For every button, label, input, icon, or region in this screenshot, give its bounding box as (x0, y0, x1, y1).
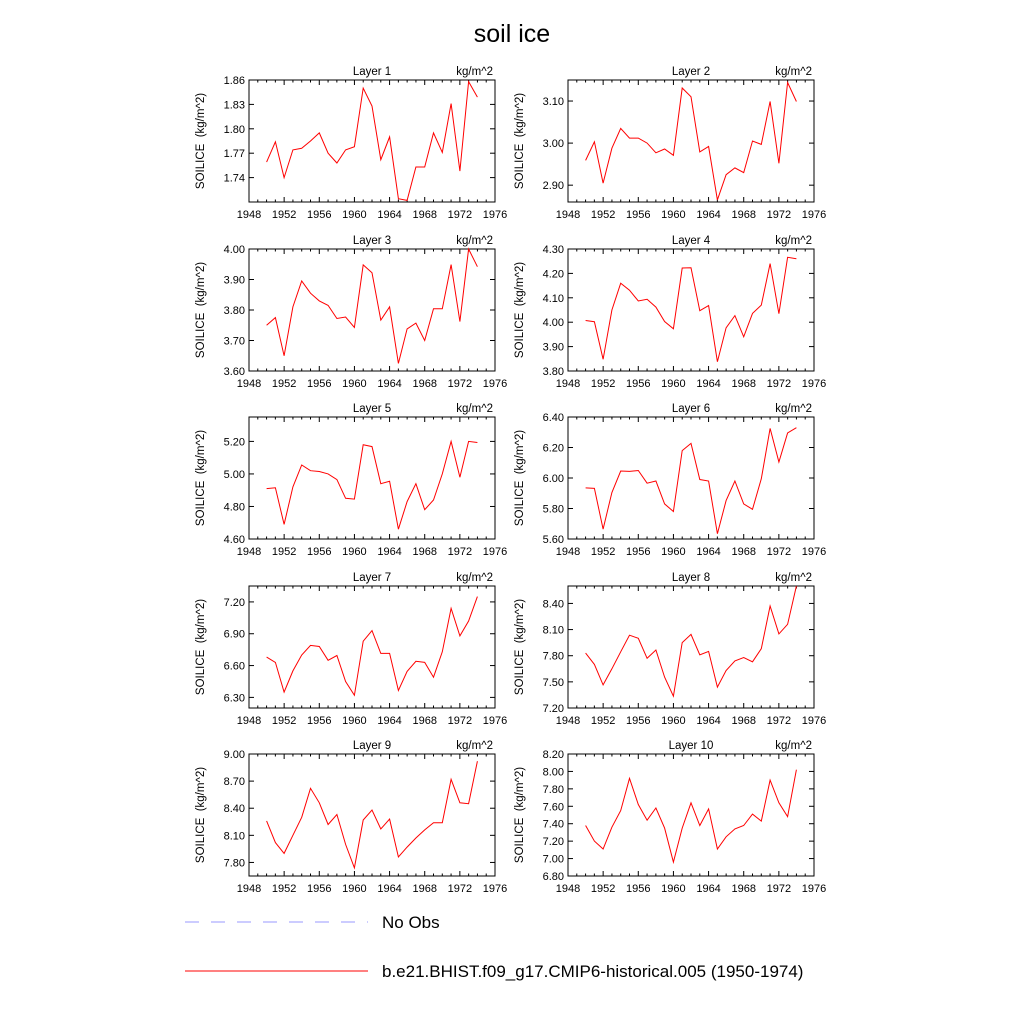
y-tick-label: 3.70 (223, 335, 245, 348)
y-tick-label: 5.80 (542, 503, 564, 516)
x-tick-label: 1952 (590, 378, 616, 390)
x-tick-label: 1960 (342, 883, 367, 895)
panel-layer-7 (195, 572, 507, 727)
x-tick-label: 1976 (482, 209, 508, 221)
y-tick-label: 6.80 (542, 871, 564, 883)
x-tick-label: 1964 (696, 883, 721, 895)
panel-layer-6 (514, 403, 826, 558)
plot-frame (249, 754, 495, 876)
x-tick-label: 1968 (412, 715, 437, 727)
x-tick-label: 1964 (377, 378, 402, 390)
x-tick-label: 1964 (696, 546, 721, 558)
x-tick-label: 1952 (590, 209, 616, 221)
panel-title: Layer 7 (352, 572, 392, 584)
x-tick-label: 1976 (801, 883, 827, 895)
panel-units: kg/m^2 (456, 572, 493, 584)
legend (185, 913, 803, 981)
x-tick-label: 1960 (342, 209, 367, 221)
x-tick-label: 1952 (590, 883, 616, 895)
x-tick-label: 1948 (555, 546, 581, 558)
x-tick-label: 1976 (482, 883, 508, 895)
x-tick-label: 1956 (307, 883, 332, 895)
x-tick-label: 1972 (766, 378, 792, 390)
y-tick-label: 1.74 (223, 172, 245, 185)
panel-title: Layer 9 (352, 740, 392, 752)
y-axis-label: SOILICE (kg/m^2) (195, 92, 207, 190)
panel-title: Layer 4 (671, 235, 711, 247)
panel-layer-3 (195, 235, 507, 390)
x-tick-label: 1952 (271, 715, 297, 727)
x-tick-label: 1956 (626, 546, 651, 558)
y-tick-label: 6.00 (542, 473, 564, 485)
x-tick-label: 1976 (801, 715, 827, 727)
plot-frame (249, 80, 495, 202)
series-line (267, 82, 478, 201)
y-tick-label: 3.90 (223, 274, 245, 287)
x-tick-label: 1968 (412, 209, 437, 221)
y-tick-label: 8.00 (542, 766, 564, 779)
y-tick-label: 1.77 (223, 148, 245, 161)
y-tick-label: 7.80 (223, 857, 245, 870)
y-axis-label: SOILICE (kg/m^2) (195, 598, 207, 696)
y-tick-label: 8.10 (542, 624, 564, 637)
x-tick-label: 1948 (236, 209, 262, 221)
y-tick-label: 8.40 (223, 803, 245, 816)
y-tick-label: 8.20 (542, 749, 564, 761)
x-tick-label: 1952 (271, 378, 297, 390)
x-tick-label: 1968 (412, 883, 437, 895)
panel-layer-10 (514, 740, 826, 895)
y-tick-label: 5.60 (542, 534, 564, 546)
y-axis-label: SOILICE (kg/m^2) (514, 429, 526, 527)
x-tick-label: 1972 (766, 883, 792, 895)
panel-units: kg/m^2 (775, 66, 812, 78)
y-tick-label: 8.70 (223, 776, 245, 789)
panel-title: Layer 2 (671, 66, 711, 78)
x-tick-label: 1976 (801, 546, 827, 558)
panel-layer-4 (514, 235, 826, 390)
x-tick-label: 1952 (271, 209, 297, 221)
x-tick-label: 1972 (766, 715, 792, 727)
y-axis-label: SOILICE (kg/m^2) (195, 766, 207, 864)
x-tick-label: 1968 (731, 546, 756, 558)
panel-units: kg/m^2 (456, 740, 493, 752)
panel-units: kg/m^2 (456, 235, 493, 247)
x-tick-label: 1972 (447, 883, 473, 895)
panel-units: kg/m^2 (456, 66, 493, 78)
x-tick-label: 1964 (377, 715, 402, 727)
y-tick-label: 7.80 (542, 650, 564, 663)
x-tick-label: 1956 (307, 378, 332, 390)
x-tick-label: 1960 (342, 715, 367, 727)
x-tick-label: 1960 (661, 209, 686, 221)
panel-units: kg/m^2 (456, 403, 493, 415)
y-tick-label: 7.80 (542, 783, 564, 796)
x-tick-label: 1960 (342, 378, 367, 390)
x-tick-label: 1968 (412, 546, 437, 558)
x-tick-label: 1972 (447, 715, 473, 727)
x-tick-label: 1956 (307, 546, 332, 558)
panel-title: Layer 8 (671, 572, 711, 584)
panel-layer-9 (195, 740, 507, 895)
series-line (586, 770, 797, 862)
x-tick-label: 1956 (307, 715, 332, 727)
y-tick-label: 4.80 (223, 501, 245, 514)
x-tick-label: 1968 (731, 378, 756, 390)
y-axis-label: SOILICE (kg/m^2) (195, 261, 207, 359)
x-tick-label: 1948 (236, 546, 262, 558)
x-tick-label: 1956 (626, 209, 651, 221)
y-tick-label: 4.00 (542, 317, 564, 330)
panel-units: kg/m^2 (775, 572, 812, 584)
y-tick-label: 6.90 (223, 628, 245, 641)
x-tick-label: 1976 (801, 209, 827, 221)
x-tick-label: 1960 (661, 715, 686, 727)
series-line (586, 257, 797, 361)
panel-layer-2 (514, 66, 826, 221)
y-tick-label: 6.40 (542, 412, 564, 424)
x-tick-label: 1972 (447, 209, 473, 221)
panel-layer-5 (195, 403, 507, 558)
x-tick-label: 1960 (661, 883, 686, 895)
y-tick-label: 2.90 (542, 180, 564, 193)
y-tick-label: 1.86 (223, 75, 245, 87)
y-tick-label: 4.00 (223, 244, 245, 256)
panel-layer-8 (514, 572, 826, 727)
y-tick-label: 7.50 (542, 676, 564, 689)
y-tick-label: 3.60 (223, 366, 245, 378)
y-tick-label: 4.30 (542, 244, 564, 256)
x-tick-label: 1968 (412, 378, 437, 390)
y-tick-label: 4.60 (223, 534, 245, 546)
x-tick-label: 1952 (590, 715, 616, 727)
x-tick-label: 1956 (626, 715, 651, 727)
x-tick-label: 1964 (377, 209, 402, 221)
x-tick-label: 1976 (801, 378, 827, 390)
y-tick-label: 6.20 (542, 442, 564, 455)
plot-frame (249, 586, 495, 708)
y-tick-label: 8.10 (223, 830, 245, 843)
plot-frame (249, 417, 495, 539)
y-tick-label: 7.00 (542, 853, 564, 866)
x-tick-label: 1960 (661, 546, 686, 558)
panel-title: Layer 1 (352, 66, 392, 78)
y-tick-label: 5.00 (223, 468, 245, 481)
y-axis-label: SOILICE (kg/m^2) (514, 598, 526, 696)
panel-layer-1 (195, 66, 507, 221)
y-tick-label: 5.20 (223, 436, 245, 449)
x-tick-label: 1968 (731, 883, 756, 895)
y-tick-label: 8.40 (542, 598, 564, 611)
y-tick-label: 6.60 (223, 660, 245, 673)
panel-units: kg/m^2 (775, 740, 812, 752)
y-axis-label: SOILICE (kg/m^2) (514, 92, 526, 190)
x-tick-label: 1976 (482, 546, 508, 558)
x-tick-label: 1956 (626, 378, 651, 390)
y-tick-label: 6.30 (223, 692, 245, 705)
panel-units: kg/m^2 (775, 403, 812, 415)
x-tick-label: 1952 (590, 546, 616, 558)
series-line (586, 83, 797, 200)
x-tick-label: 1972 (447, 546, 473, 558)
chart-panels (195, 66, 826, 895)
x-tick-label: 1972 (766, 546, 792, 558)
x-tick-label: 1964 (696, 715, 721, 727)
x-tick-label: 1948 (236, 378, 262, 390)
y-tick-label: 3.80 (223, 305, 245, 317)
panel-title: Layer 10 (668, 740, 714, 752)
x-tick-label: 1948 (555, 883, 581, 895)
series-line (267, 249, 478, 363)
legend-model-label: b.e21.BHIST.f09_g17.CMIP6-historical.005 (1950-1974) (382, 962, 804, 981)
x-tick-label: 1964 (377, 883, 402, 895)
x-tick-label: 1976 (482, 715, 508, 727)
plot-frame (568, 586, 814, 708)
x-tick-label: 1948 (555, 378, 581, 390)
x-tick-label: 1952 (271, 546, 297, 558)
y-tick-label: 3.00 (542, 138, 564, 151)
y-tick-label: 9.00 (223, 749, 245, 761)
y-tick-label: 4.20 (542, 268, 564, 281)
x-tick-label: 1956 (626, 883, 651, 895)
x-tick-label: 1976 (482, 378, 508, 390)
series-line (267, 597, 478, 696)
x-tick-label: 1948 (236, 883, 262, 895)
y-tick-label: 7.20 (542, 703, 564, 715)
y-axis-label: SOILICE (kg/m^2) (514, 261, 526, 359)
panel-title: Layer 3 (352, 235, 392, 247)
x-tick-label: 1960 (661, 378, 686, 390)
panel-title: Layer 5 (352, 403, 392, 415)
panel-title: Layer 6 (671, 403, 711, 415)
y-tick-label: 3.10 (542, 96, 564, 109)
x-tick-label: 1968 (731, 715, 756, 727)
x-tick-label: 1964 (696, 209, 721, 221)
series-line (267, 761, 478, 868)
y-tick-label: 7.40 (542, 818, 564, 831)
y-tick-label: 3.90 (542, 341, 564, 354)
x-tick-label: 1948 (555, 715, 581, 727)
y-tick-label: 3.80 (542, 366, 564, 378)
y-tick-label: 4.10 (542, 292, 564, 305)
x-tick-label: 1964 (377, 546, 402, 558)
y-axis-label: SOILICE (kg/m^2) (195, 429, 207, 527)
x-tick-label: 1972 (766, 209, 792, 221)
y-tick-label: 7.60 (542, 801, 564, 814)
x-tick-label: 1952 (271, 883, 297, 895)
x-tick-label: 1960 (342, 546, 367, 558)
x-tick-label: 1948 (555, 209, 581, 221)
figure-title: soil ice (473, 20, 551, 48)
y-axis-label: SOILICE (kg/m^2) (514, 766, 526, 864)
series-line (586, 586, 797, 696)
x-tick-label: 1956 (307, 209, 332, 221)
y-tick-label: 7.20 (223, 596, 245, 609)
x-tick-label: 1968 (731, 209, 756, 221)
series-line (267, 441, 478, 529)
y-tick-label: 7.20 (542, 836, 564, 849)
legend-obs-label: No Obs (382, 913, 440, 932)
y-tick-label: 1.80 (223, 123, 245, 136)
x-tick-label: 1964 (696, 378, 721, 390)
series-line (586, 428, 797, 534)
x-tick-label: 1948 (236, 715, 262, 727)
x-tick-label: 1972 (447, 378, 473, 390)
panel-units: kg/m^2 (775, 235, 812, 247)
plot-frame (568, 754, 814, 876)
y-tick-label: 1.83 (223, 99, 245, 112)
